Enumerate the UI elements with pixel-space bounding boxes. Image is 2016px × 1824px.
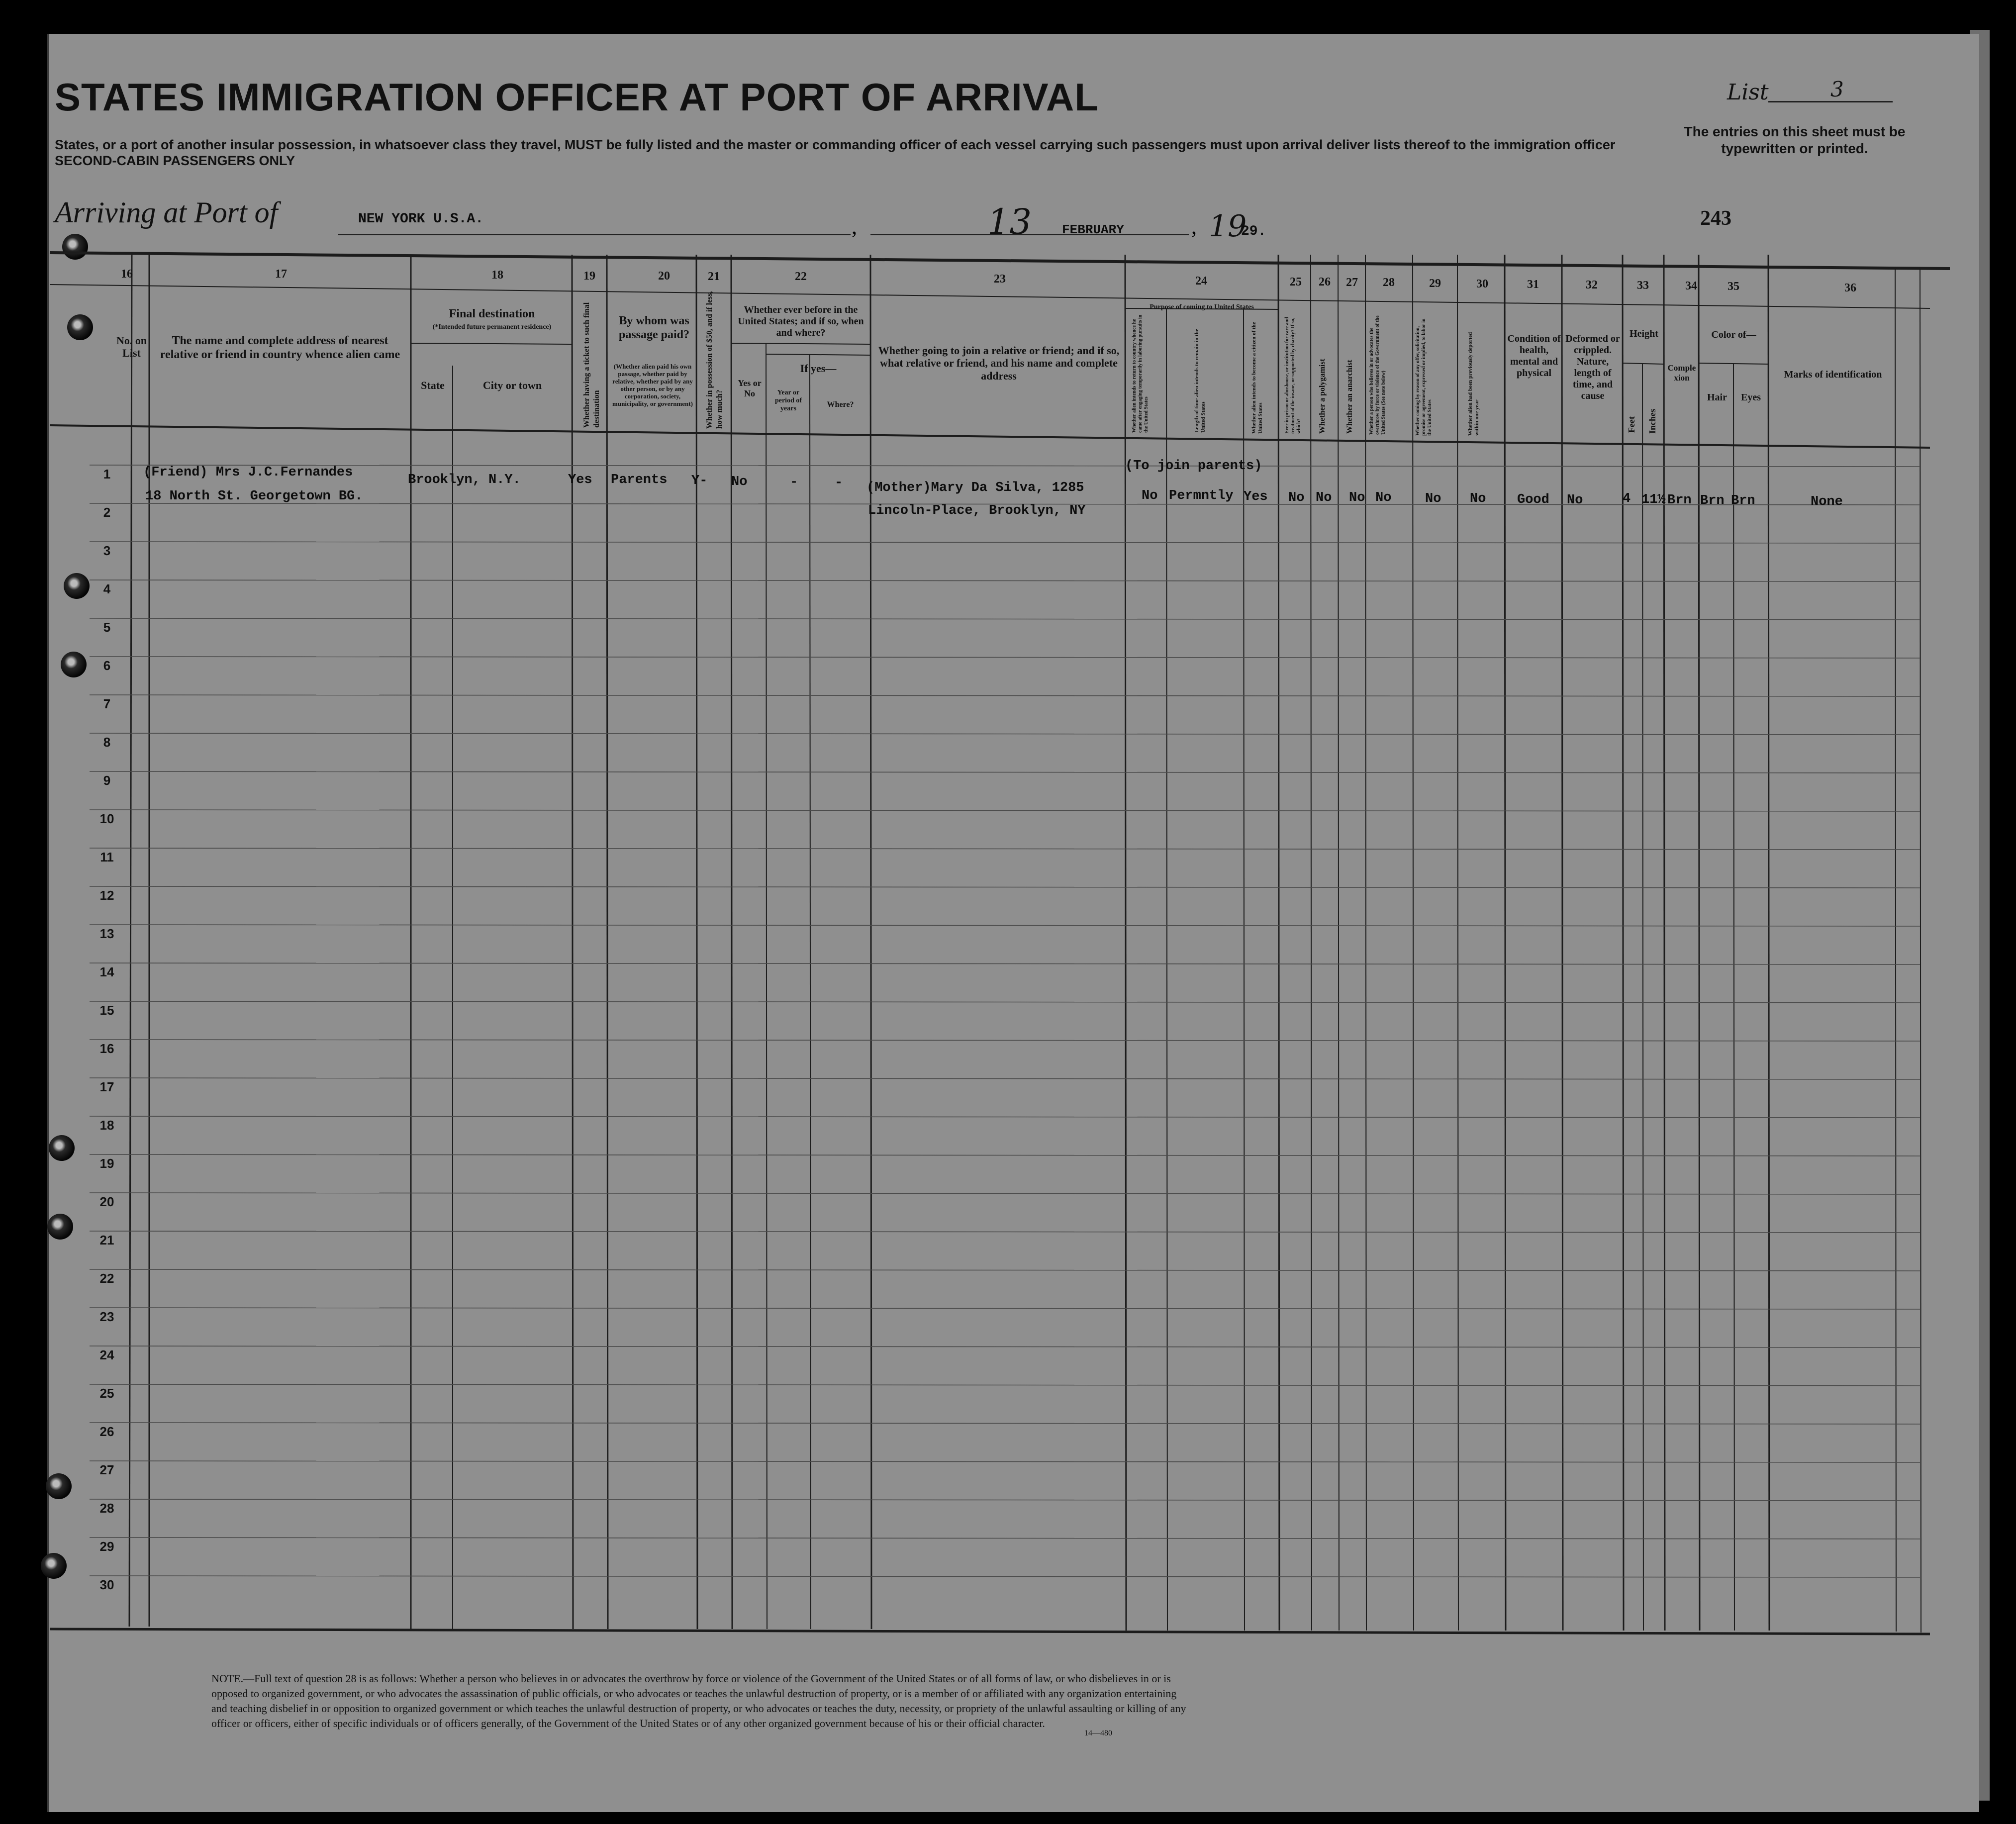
port-value: NEW YORK U.S.A. — [358, 211, 484, 227]
row-number: 7 — [103, 696, 111, 711]
inches-value: 11½ — [1641, 492, 1666, 507]
question-28-note: NOTE.—Full text of question 28 is as follows: Whether a person who believes in or advocates the overthrow by force or violence of the Government of the United States or of all forms of law, or who disbelieves in or is opposed to organized government, or who advocates the assassination of public officials, or who advocates or teaches the unlawful destruction of property, or is a member of or affiliated with any organization entertaining and teaching disbelief in or opposition to organized government or which teaches the unlawful destruction of property, or who advocates or teaches the duty, necessity, or propriety of the unlawful assaulting or killing of any officer or officers, either of specific individuals or of officers generally, of the Government of the United States or of any other organized government because of his or their official character. — [211, 1672, 1186, 1729]
header-before-us: Whether ever before in the United States; and if so, when and where? — [738, 304, 864, 338]
header-polygamist: Whether a polygamist — [1318, 359, 1327, 434]
list-number: 3 — [1830, 77, 1844, 101]
year-suffix: 29. — [1241, 224, 1266, 239]
row-number: 1 — [103, 467, 111, 481]
column-number: 28 — [1383, 276, 1395, 289]
column-number: 22 — [795, 270, 807, 283]
header-marks: Marks of identification — [1784, 369, 1882, 380]
arrival-month: FEBRUARY — [1062, 222, 1124, 237]
row-number: 14 — [99, 964, 114, 979]
header-joining: Whether going to join a relative or friend; and if so, what relative or friend, and his name and complete address — [878, 344, 1120, 382]
column-number: 34 — [1685, 280, 1697, 292]
column-number: 17 — [275, 268, 287, 281]
row-number: 22 — [99, 1271, 114, 1286]
form-number: 14—480 — [1084, 1729, 1112, 1737]
row-number: 17 — [99, 1079, 114, 1094]
column-number: 36 — [1844, 282, 1856, 294]
header-q29: Whether coming by reason of any offer, solicitation, promise or agreement, expressed or implied, to labor in the United States — [1415, 318, 1433, 436]
column-number: 18 — [491, 269, 503, 282]
column-number: 32 — [1586, 279, 1598, 291]
row-number: 19 — [99, 1156, 114, 1171]
header-q30: Whether alien had been previously deported within one year — [1467, 332, 1480, 436]
list-label: List — [1727, 80, 1769, 105]
period-value: - — [790, 475, 798, 490]
column-number: 26 — [1319, 276, 1331, 288]
q29-value: No — [1425, 491, 1441, 506]
q28-value: No — [1375, 490, 1392, 505]
row-number: 9 — [103, 773, 111, 788]
row-number: 4 — [103, 581, 111, 596]
row-number: 6 — [103, 658, 111, 673]
row-number: 25 — [99, 1386, 114, 1401]
header-deformed: Deformed or crippled. Nature, length of time, and cause — [1565, 333, 1620, 401]
header-height: Height — [1630, 328, 1658, 339]
complexion-value: Brn — [1667, 493, 1692, 508]
relative-address: 18 North St. Georgetown BG. — [145, 489, 363, 504]
row-number: 20 — [99, 1194, 114, 1209]
header-color-of: Color of— — [1711, 329, 1756, 340]
typewritten-note: The entries on this sheet must be typewritten or printed. — [1684, 124, 1906, 156]
header-passage-note: (Whether alien paid his own passage, whether paid by relative, whether paid by any other person, or by any corporation, society, municipality, or government) — [612, 363, 693, 407]
row-number: 21 — [99, 1233, 114, 1248]
column-number: 29 — [1429, 277, 1441, 290]
header-where: Where? — [827, 400, 854, 409]
header-money: Whether in possession of $50, and if less, how much? — [705, 291, 724, 429]
money-value: Y- — [691, 474, 708, 488]
row-number: 30 — [99, 1577, 114, 1592]
header-yes-no: Yes or No — [738, 378, 762, 398]
q30-value: No — [1470, 491, 1486, 506]
intro-line: States, or a port of another insular possession, in whatsoever class they travel, MUST be fully listed and the master or commanding officer of each vessel carrying such passengers must upon arrival deliver lists thereof to the immigration officer — [55, 137, 1616, 152]
class-line: SECOND-CABIN PASSENGERS ONLY — [55, 153, 295, 168]
row-number: 5 — [103, 620, 111, 635]
return-value: No — [1142, 488, 1158, 503]
feet-value: 4 — [1623, 491, 1631, 506]
joining-name: (Mother)Mary Da Silva, 1285 — [866, 480, 1084, 495]
where-value: - — [835, 476, 843, 490]
column-number: 21 — [708, 270, 720, 283]
column-number: 27 — [1346, 276, 1358, 289]
eyes-value: Brn — [1731, 493, 1755, 508]
header-state: State — [421, 379, 445, 391]
header-passage-paid: By whom was passage paid? — [618, 314, 690, 341]
header-final-destination: Final destination — [449, 307, 535, 320]
header-feet: Feet — [1627, 416, 1636, 433]
column-number: 19 — [583, 270, 595, 283]
header-purpose-citizen: Whether alien intends to become a citizen of the United States — [1251, 322, 1263, 434]
row-number: 11 — [100, 850, 114, 864]
column-number: 31 — [1527, 278, 1539, 291]
column-number: 25 — [1290, 276, 1302, 288]
joining-address: Lincoln-Place, Brooklyn, NY — [868, 503, 1086, 518]
header-inches: Inches — [1647, 408, 1657, 434]
form-title: STATES IMMIGRATION OFFICER AT PORT OF ARRIVAL — [55, 75, 1099, 119]
row-number: 2 — [103, 505, 111, 520]
ticket-value: Yes — [568, 473, 592, 487]
column-number: 24 — [1195, 275, 1207, 288]
arriving-label: Arriving at Port of — [55, 196, 278, 229]
column-number: 16 — [121, 268, 133, 281]
date-comma: , — [1191, 214, 1197, 239]
header-purpose: Purpose of coming to United States — [1150, 303, 1254, 311]
header-final-destination-note: (*Intended future permanent residence) — [432, 323, 552, 331]
header-purpose-return: Whether alien intends to return to country whence he came after engaging temporarily in laboring pursuits in the United States — [1132, 314, 1149, 433]
header-anarchist: Whether an anarchist — [1345, 360, 1354, 434]
header-health: Condition of health, mental and physical — [1507, 333, 1561, 379]
row-number: 28 — [99, 1501, 114, 1516]
prison-value: No — [1288, 490, 1305, 505]
row-number: 26 — [99, 1424, 114, 1439]
port-comma: , — [852, 214, 857, 239]
row-number: 29 — [99, 1539, 114, 1554]
citizen-value: Yes — [1244, 489, 1268, 504]
header-city: City or town — [482, 379, 542, 391]
header-nearest-relative: The name and complete address of nearest relative or friend in country whence alien came — [160, 334, 400, 361]
hair-value: Brn — [1700, 493, 1725, 508]
row-number: 13 — [99, 926, 114, 941]
row-number: 18 — [99, 1118, 114, 1133]
row-number: 12 — [99, 888, 114, 903]
column-number: 33 — [1637, 279, 1649, 292]
column-number: 35 — [1728, 280, 1739, 293]
row-number: 15 — [99, 1003, 114, 1018]
column-number: 30 — [1476, 278, 1488, 290]
anarchist-value: No — [1349, 490, 1365, 505]
row-number: 10 — [99, 811, 114, 826]
row-number: 24 — [99, 1347, 114, 1362]
row-number: 23 — [99, 1309, 114, 1324]
header-hair: Hair — [1707, 392, 1727, 403]
header-q28: Whether a person who believes in or advocates the overthrow by force or violence of the Government of the United States (See note below) — [1369, 315, 1386, 435]
header-purpose-length: Length of time alien intends to remain in the United States — [1194, 329, 1206, 433]
row-number: 3 — [103, 543, 111, 558]
destination-city: Brooklyn, N.Y. — [408, 473, 521, 487]
column-number: 20 — [658, 270, 670, 283]
arrival-day: 13 — [987, 201, 1032, 242]
length-value: Permntly — [1169, 488, 1234, 503]
header-eyes: Eyes — [1741, 392, 1761, 403]
header-ticket: Whether having a ticket to such final destination — [582, 302, 601, 428]
marks-value: None — [1811, 494, 1843, 509]
polygamist-value: No — [1316, 490, 1332, 505]
header-complexion: Complexion — [1667, 363, 1696, 383]
health-value: Good — [1517, 492, 1549, 507]
row-number: 27 — [99, 1462, 114, 1477]
paid-by-value: Parents — [611, 473, 668, 487]
header-prison: Ever in prison or almshouse, or institution for care and treatment of the insane, or supported by charity? If so, which? — [1284, 317, 1302, 434]
header-period: Year or period of years — [774, 389, 802, 413]
relative-name: (Friend) Mrs J.C.Fernandes — [143, 465, 353, 480]
header-no-on-list: No. on List — [116, 334, 147, 360]
header-if-yes: If yes— — [800, 362, 837, 375]
column-number: 23 — [994, 273, 1006, 286]
row-number: 16 — [99, 1041, 114, 1056]
page-number: 243 — [1700, 207, 1731, 230]
joining-note: (To join parents) — [1125, 459, 1262, 474]
year-prefix: 19 — [1209, 209, 1247, 244]
deformed-value: No — [1567, 493, 1583, 508]
before-value: No — [731, 475, 748, 489]
row-number: 8 — [103, 735, 111, 750]
